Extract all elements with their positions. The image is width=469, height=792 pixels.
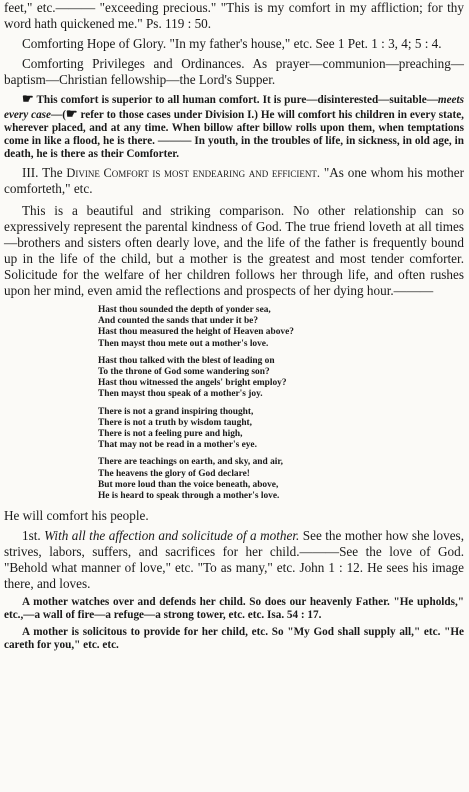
pointing-hand-icon: ☛: [65, 106, 78, 121]
paragraph-watches-over: A mother watches over and defends her child. So does our heavenly Father. "He upholds," etc.,—a wall of fire—a refuge—a strong tower, etc. etc. Isa. 54 : 17.: [4, 596, 464, 622]
poem: [98, 305, 464, 502]
poem-stanza: There is not a grand inspiring thought, There is not a truth by wisdom taught, There is not a feeling pure and high, That may not be read in a mother's eye.: [98, 406, 257, 451]
poem-stanza: There are teachings on earth, and sky, and air, The heavens the glory of God declare! But more loud than the voice beneath, above, He is heard to speak through a mother's love.: [98, 457, 284, 502]
poem-stanza: Hast thou talked with the blest of leading on To the throne of God some wandering son? Hast thou witnessed the angels' bright employ? Then mayst thou speak of a mother's joy.: [98, 355, 287, 400]
paragraph-comparison: This is a beautiful and striking comparison. No other relationship can so expressively represent the parental kindness of God. The true friend loveth at all times—brothers and sisters often dearly love, and the life of the father is frequently bound up in the life of the child, but a mother is the greatest and most tender comforter. Solicitude for the welfare of her children follows her through life, and often rushes upon her mind, even amid the reflections and prospects of her dying hour.———: [4, 203, 464, 298]
poem-stanza: Hast thou sounded the depth of yonder sea, And counted the sands that under it be? Hast thou measured the height of Heaven above? Then mayst thou mete out a mother's love.: [98, 305, 294, 349]
paragraph-first-point: 1st. With all the affection and solicitude of a mother. See the mother how she loves, strives, labors, suffers, and sacrifices for her child.———See the love of God. "Behold what manner of love," etc. "To as many," etc. John 1 : 12. He sees his image there, and loves.: [4, 528, 464, 592]
paragraph-psalm-quote: feet," etc.——— "exceeding precious." "This is my comfort in my affliction; for thy word hath quickened me." Ps. 119 : 50.: [4, 0, 464, 31]
paragraph-provides: A mother is solicitous to provide for her child, etc. So "My God shall supply all," etc. "He careth for you," etc. etc.: [4, 626, 464, 652]
section-heading-iii: III. The Divine Comfort is most endearing and efficient. "As one whom his mother comforteth," etc.: [4, 165, 464, 196]
paragraph-comfort-people: He will comfort his people.: [4, 508, 149, 524]
paragraph-superior-comfort: ☛ This comfort is superior to all human comfort. It is pure—disinterested—suitable—meets every case—(☛ refer to those cases under Division I.) He will comfort his children in every state, wherever placed, and at any time. When billow after billow rolls upon them, when temptations come in like a flood, he is there. ——— In youth, in the troubles of life, in sickness, in old age, in death, he is there as their Comforter.: [4, 91, 464, 160]
paragraph-privileges: Comforting Privileges and Ordinances. As prayer—communion—preaching—baptism—Christian fellowship—the Lord's Supper.: [4, 56, 464, 87]
paragraph-hope-of-glory: Comforting Hope of Glory. "In my father's house," etc. See 1 Pet. 1 : 3, 4; 5 : 4.: [22, 36, 442, 51]
pointing-hand-icon: ☛: [22, 91, 34, 106]
